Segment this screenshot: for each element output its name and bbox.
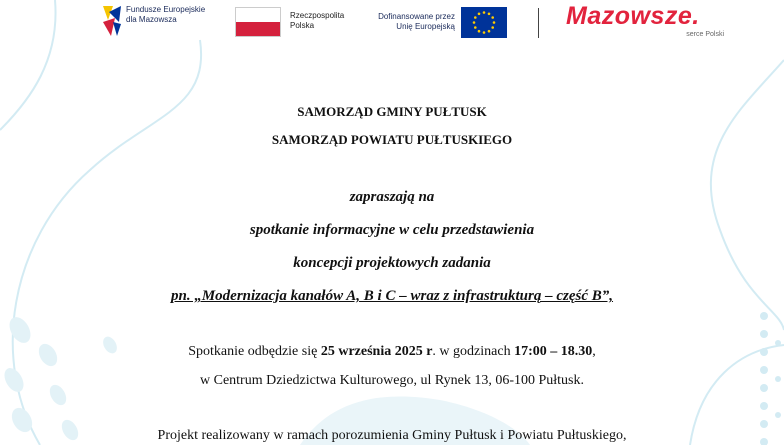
meeting-date-line [0, 344, 784, 360]
meeting-place: w Centrum Dziedzictwa Kulturowego, ul Rynek 13, 06-100 Pułtusk. [200, 373, 584, 388]
mazowsze-logo [566, 2, 736, 42]
eu-flag-icon [461, 7, 507, 38]
meeting-prefix: Spotkanie odbędzie się [188, 344, 318, 359]
footer-line-1: Projekt realizowany w ramach porozumienia Gminy Pułtusk i Powiatu Pułtuskiego, [157, 428, 627, 443]
rzeczpospolita-logo [235, 5, 355, 41]
fundusze-europejskie-logo [99, 2, 219, 42]
meeting-suffix: , [592, 344, 596, 359]
logo-divider [538, 8, 539, 38]
meeting-date: 25 września 2025 r [320, 344, 433, 359]
invitation-line-3: koncepcji projektowych zadania [293, 255, 491, 271]
meeting-mid: . w godzinach [432, 344, 511, 359]
invitation-line-1: zapraszają na [349, 189, 435, 205]
fe-emblem-icon [99, 2, 123, 40]
mazowsze-wordmark: Mazowsze. [566, 2, 700, 30]
logo-bar [0, 0, 784, 50]
invitation-line-2: spotkanie informacyjne w celu przedstawienia [249, 222, 535, 238]
invitation-project-title: pn. „Modernizacja kanałów A, B i C – wraz z infrastrukturą – część B”, [170, 288, 614, 304]
eu-logo [368, 5, 513, 41]
eu-label: Dofinansowane przez Unię Europejską [378, 12, 455, 31]
polish-flag-icon [235, 7, 281, 37]
meeting-time: 17:00 – 18.30 [514, 344, 593, 359]
fe-label: Fundusze Europejskie dla Mazowsza [126, 5, 206, 24]
header-line-1: SAMORZĄD GMINY PUŁTUSK [297, 104, 487, 119]
mazowsze-tagline: serce Polski [686, 31, 724, 38]
header-line-2: SAMORZĄD POWIATU PUŁTUSKIEGO [271, 132, 513, 147]
rp-label: Rzeczpospolita Polska [290, 11, 345, 30]
